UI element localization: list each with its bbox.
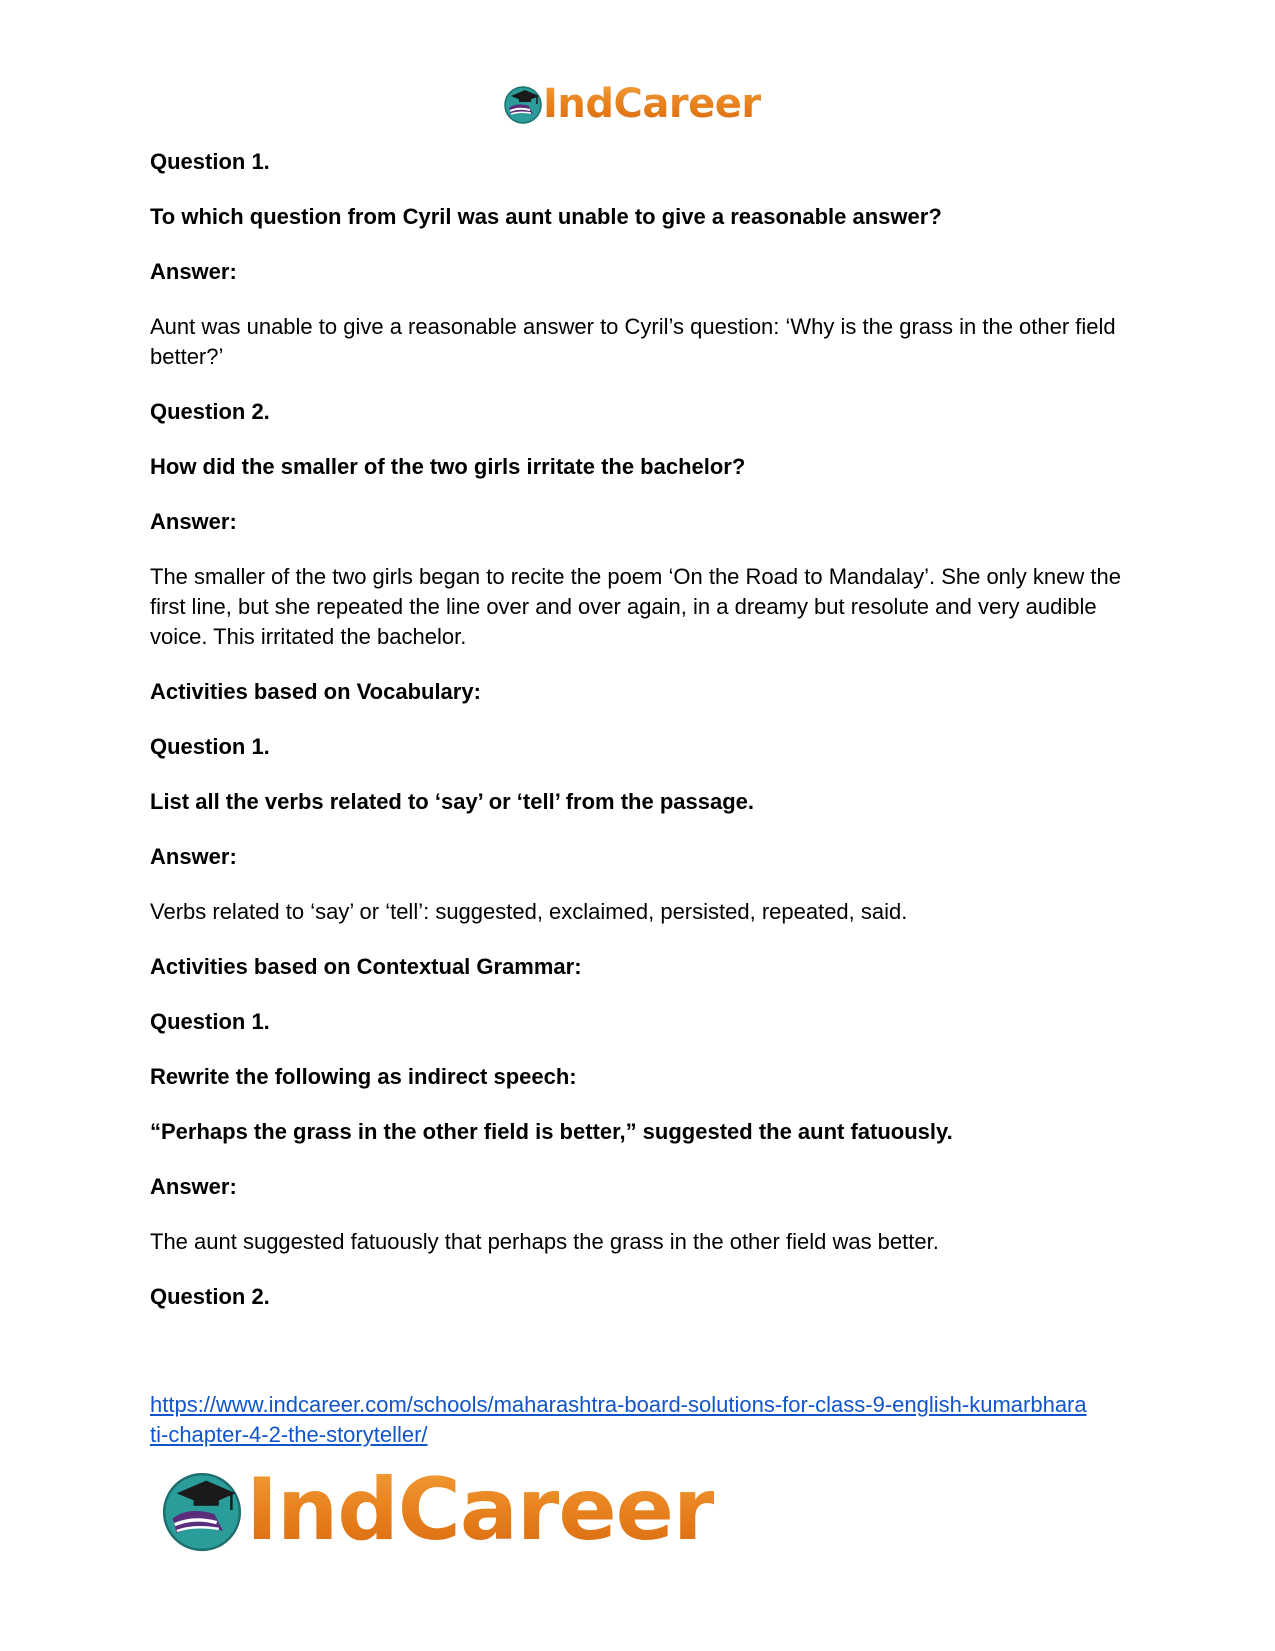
footer-logo <box>160 1462 714 1558</box>
question-text: How did the smaller of the two girls irritate the bachelor? <box>150 454 746 479</box>
question-label: Question 1. <box>150 734 270 759</box>
answer-text: The smaller of the two girls began to recite the poem ‘On the Road to Mandalay’. She only knew the first line, but she repeated the line over and over again, in a dreamy but resolute and very audible voice. This irritated the bachelor. <box>150 564 1121 649</box>
question-text: Rewrite the following as indirect speech: <box>150 1064 577 1089</box>
question-text: “Perhaps the grass in the other field is better,” suggested the aunt fatuously. <box>150 1119 953 1144</box>
answer-text: Verbs related to ‘say’ or ‘tell’: suggested, exclaimed, persisted, repeated, said. <box>150 899 908 924</box>
source-link[interactable] <box>150 1392 1087 1447</box>
source-link-line1: https://www.indcareer.com/schools/maharashtra-board-solutions-for-class-9-english-kumarbhara <box>150 1392 1087 1417</box>
question-label: Question 2. <box>150 1284 270 1309</box>
question-label: Question 1. <box>150 149 270 174</box>
graduation-cap-book-globe-icon <box>160 1468 244 1552</box>
question-text: List all the verbs related to ‘say’ or ‘tell’ from the passage. <box>150 789 754 814</box>
source-link-block <box>150 1390 1130 1450</box>
section-heading: Activities based on Vocabulary: <box>150 679 481 704</box>
logo-text: IndCareer <box>543 81 761 127</box>
section-heading: Activities based on Contextual Grammar: <box>150 954 582 979</box>
source-link-line2: ti-chapter-4-2-the-storyteller/ <box>150 1422 428 1447</box>
answer-text: Aunt was unable to give a reasonable answer to Cyril’s question: ‘Why is the grass in the other field better?’ <box>150 314 1116 369</box>
header-logo <box>503 80 761 128</box>
answer-label: Answer: <box>150 844 237 869</box>
logo-text: IndCareer <box>246 1460 715 1560</box>
question-text: To which question from Cyril was aunt unable to give a reasonable answer? <box>150 204 942 229</box>
answer-label: Answer: <box>150 509 237 534</box>
graduation-cap-book-globe-icon <box>503 84 543 124</box>
document-body <box>150 147 1140 1312</box>
question-label: Question 2. <box>150 399 270 424</box>
question-label: Question 1. <box>150 1009 270 1034</box>
answer-label: Answer: <box>150 259 237 284</box>
answer-text: The aunt suggested fatuously that perhaps the grass in the other field was better. <box>150 1229 939 1254</box>
answer-label: Answer: <box>150 1174 237 1199</box>
